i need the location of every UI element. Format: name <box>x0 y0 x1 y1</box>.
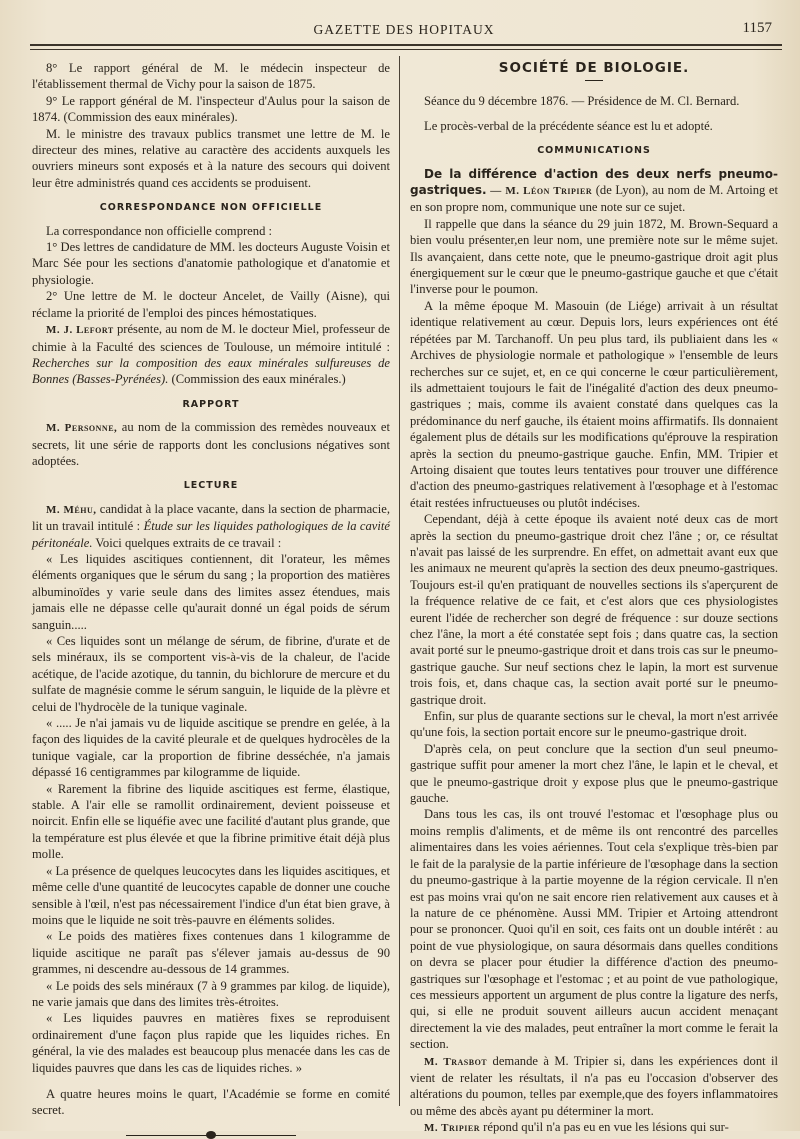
speaker-name: M. Tripier <box>424 1122 481 1135</box>
communication-title: De la différence d'action des deux nerfs pneumo-gastriques. <box>410 166 778 198</box>
text-run: répond qu'il n'a pas eu en vue les lésions qui sur- <box>480 1120 729 1135</box>
paragraph: M. le ministre des travaux publics transmet une lettre de M. le directeur des mines, relative au caractère des accidents auxquels les ouvriers mineurs sont exposés et à la nature des secours qui doivent leur être administrés quand ces accidents se produisent. <box>32 126 390 190</box>
right-column <box>410 60 778 1137</box>
section-heading-lecture: LECTURE <box>183 480 239 492</box>
page-number: 1157 <box>742 20 772 36</box>
paragraph <box>32 419 390 469</box>
work-title: Étude sur les liquides pathologiques de la cavité péritonéale. <box>32 519 390 550</box>
text-run: présente, au nom de M. le docteur Miel, professeur de chimie à la Faculté des sciences de Toulouse, un mémoire intitulé : <box>32 322 390 354</box>
paragraph: A quatre heures moins le quart, l'Académie se forme en comité secret. <box>32 1086 390 1118</box>
quote-paragraph: « Les liquides ascitiques contiennent, dit l'orateur, les mêmes éléments organiques que le sérum du sang ; la proportion des matières albuminoïdes y varie seule dans des limites assez étendues, mais jamais elle ne dépasse celle qu'aurait donné un égal poids de sérum sanguin..... <box>32 551 390 632</box>
section-heading-rapport: RAPPORT <box>182 398 240 410</box>
paragraph <box>32 501 390 551</box>
work-title: Recherches sur la composition des eaux minérales sulfureuses de Bonnes (Basses-Pyrénées). <box>32 355 390 387</box>
quote-paragraph: « La présence de quelques leucocytes dans les liquides ascitiques, et même celle d'une quantité de leucocytes capable de donner une couche sensible à l'œil, n'est pas nécessairement l'indice d'un état bien grave, à moins que le liquide ne soit très-pauvre en éléments solides. <box>32 863 390 927</box>
text-run: demande à M. Tripier si, dans les expériences dont il vient de relater les résultats, il n'a pas eu l'occasion d'observer des altérations du poumon, telles par exemple,que des foyers inflammatoires ou même des abcès ayant pu déterminer la mort. <box>410 1053 778 1118</box>
quote-paragraph: « Ces liquides sont un mélange de sérum, de fibrine, d'urate et de sels minéraux, ils se comportent vis-à-vis de la chaleur, de l'acide acétique, de l'acide azotique, du tannin, du bichlorure de mercure et du sulfate de magnésie comme le sérum sanguin, le liquide de la plèvre et celui de l'hydrocèle de la tunique vaginale. <box>32 634 390 714</box>
paragraph <box>410 1119 778 1136</box>
paragraph: A la même époque M. Masouin (de Liége) arrivait à un résultat identique relativement au cœur. Depuis lors, leurs expériences ont été répétées par M. Tarchanoff. Un peu plus tard, ils publiaient dans les « Archives de physiologie normale et pathologique » l'ensemble de leurs recherches sur ce sujet, et, en ce qui concerne le cœur particulièrement, ils admettaient toujours le fait de l'inégalité d'action des deux pneumo-gastriques ; mais, comme ils avaient constaté dans quelques cas la prédominance du nerf gauche, ils étaient moins affirmatifs. Ils donnaient également plus de détails sur les modifications qu'éprouve la respiration après la section du pneumo-gastrique gauche. Enfin, MM. Tripier et Artoing disaient que toutes leurs tentatives pour trouver une différence d'action des pneumo-gastriques relativement à l'œsophage et à l'estomac était restées infructueuses ou plutôt indécises. <box>410 298 778 510</box>
paragraph: Cependant, déjà à cette époque ils avaient noté deux cas de mort après la section du pneumo-gastrique droit chez l'âne ; or, ce résultat n'avait pas laissé de les surprendre. En effet, on admettait avant eux que les animaux ne meurent qu'après la section des deux pneumo-gastriques. Toujours est-il qu'en pratiquant de nouvelles sections ils s'aperçurent de la fréquence relative de ce fait, et c'est alors que ces physiologistes eurent l'idée de rechercher son degré de fréquence : sur douze sections chez l'âne, la mort a été constatée sept fois ; dans quatre cas, la section avait porté sur le pneumo-gastrique droit et dans trois cas sur le pneumo-gastrique gauche. Sur neuf sections chez le lapin, la mort est survenue trois fois, et, dans chaque cas, la section avait porté sur le pneumo-gastrique droit. <box>410 512 778 707</box>
paragraph: La correspondance non officielle comprend : <box>46 223 273 238</box>
header-rule-thin <box>30 49 782 50</box>
quote-paragraph: « Le poids des sels minéraux (7 à 9 grammes par kilog. de liquide), ne varie jamais que dans des limites très-étroites. <box>32 978 390 1009</box>
paragraph <box>32 321 390 388</box>
society-heading: SOCIÉTÉ DE BIOLOGIE. <box>498 60 690 76</box>
column-separator <box>399 56 400 1106</box>
speaker-name: M. Méhu, <box>46 503 97 516</box>
paragraph: Enfin, sur plus de quarante sections sur le cheval, la mort n'est arrivée qu'une fois, la section portait encore sur le pneumo-gastrique droit. <box>410 709 778 740</box>
paragraph: 1° Des lettres de candidature de MM. les docteurs Auguste Voisin et Marc Sée pour les sections d'anatomie pathologique et d'anatomie et physiologie. <box>32 240 390 287</box>
paragraph: Dans tous les cas, ils ont trouvé l'estomac et l'œsophage plus ou moins remplis d'aliments, et de même ils ont rencontré des parcelles alimentaires dans les voies aériennes. Tout cela s'explique très-bien par le fait de la paralysie de la partie inférieure de l'œsophage dans la section du pneumo-gastrique à la partie moyenne de la région cervicale. Il n'en est pas moins vrai qu'on ne sait encore rien relativement aux causes et à la nature de ce phénomène. Aussi MM. Tripier et Artoing attendront pour se prononcer. Quoi qu'il en soit, ces faits ont un double intérêt : au point de vue physiologique, on saura désormais dans quelles conditions on devra se placer pour étudier la différence d'action des pneumo-gastriques sur l'œsophage et l'estomac ; et au point de vue pathologique, ces messieurs apportent un argument de plus contre la ligature des nerfs, qui, si elle ne produit souvent ailleurs aucun accident menaçant directement la vie des malades, peut entraîner la mort comme le ferait la section. <box>410 807 778 1052</box>
paragraph: D'après cela, on peut conclure que la section d'un seul pneumo-gastrique suffit pour amener la mort chez l'âne, le lapin et le cheval, et que le pneumo-gastrique droit y expose plus que le pneumo-gastrique gauche. <box>410 741 778 806</box>
header-rule <box>30 44 782 46</box>
text-run: (de Lyon), au nom de M. Artoing et en son propre nom, communique une note sur ce sujet. <box>410 183 778 215</box>
quote-paragraph: « Rarement la fibrine des liquide ascitiques est ferme, élastique, stable. A l'air elle se ramollit ordinairement, devient poisseuse et noircit. Enfin elle se liquéfie avec une facilité d'autant plus grande, que la température est plus élevée et que la fibrine primitive était déjà plus molle. <box>32 781 390 862</box>
section-heading-communications: COMMUNICATIONS <box>537 145 651 157</box>
paragraph: 9° Le rapport général de M. l'inspecteur d'Aulus pour la saison de 1874. (Commission des eaux minérales). <box>32 93 390 125</box>
paragraph: Il rappelle que dans la séance du 29 juin 1872, M. Brown-Sequard a bien voulu présenter,en leur nom, une première note sur le même sujet. Ils avançaient, dans cette note, que le pneumo-gastrique droit agit plus énergiquement sur le cœur que le pneumo-gastrique gauche et que c'était l'inverse pour le poumon. <box>410 216 778 297</box>
text-run: candidat à la place vacante, dans la section de pharmacie, lit un travail intitulé : <box>32 501 390 534</box>
paragraph <box>410 166 778 216</box>
text-run: (Commission des eaux minérales.) <box>168 372 346 387</box>
text-run: au nom de la commission des remèdes nouveaux et secrets, lit une série de rapports dont les conclusions négatives sont adoptées. <box>32 420 390 468</box>
paragraph: 8° Le rapport général de M. le médecin inspecteur de l'établissement thermal de Vichy pour la saison de 1875. <box>32 61 390 92</box>
speaker-name: M. J. Lefort <box>46 324 114 337</box>
left-column <box>32 60 390 1139</box>
paragraph: Le procès-verbal de la précédente séance est lu et adopté. <box>424 118 713 133</box>
page-header <box>28 18 780 42</box>
journal-title: GAZETTE DES HOPITAUX <box>313 22 495 37</box>
quote-paragraph: « ..... Je n'ai jamais vu de liquide ascitique se prendre en gelée, à la façon des liquides de la cavité pleurale et de quelques hydrocèles de la tunique vagiale, car la proportion de fibrine desséchée, n'a jamais dépassé 16 centigrammes par kilogramme de liquide. <box>32 716 390 780</box>
quote-paragraph: « Le poids des matières fixes contenues dans 1 kilogramme de liquide ascitique ne paraît pas s'élever jamais au-dessus de 90 grammes, ni descendre au-dessous de 14 grammes. <box>32 929 390 977</box>
speaker-name: M. Trasbot <box>424 1055 488 1068</box>
section-heading-correspondance: CORRESPONDANCE NON OFFICIELLE <box>99 202 323 214</box>
session-line: Séance du 9 décembre 1876. — Présidence de M. Cl. Bernard. <box>424 94 740 109</box>
speaker-name: M. Personne, <box>46 422 118 435</box>
title-dash <box>585 80 603 81</box>
quote-paragraph: « Les liquides pauvres en matières fixes se reproduisent ordinairement d'une façon plus rapide que les liquides riches. En général, la vie des malades est beaucoup plus menacée dans les cas de liquides pauvres que dans les cas de liquides riches. » <box>32 1011 390 1075</box>
end-ornament-rule <box>126 1131 296 1139</box>
speaker-name: — M. Léon Tripier <box>486 185 593 198</box>
text-run: Voici quelques extraits de ce travail : <box>92 535 282 550</box>
paragraph <box>410 1053 778 1120</box>
paragraph: 2° Une lettre de M. le docteur Ancelet, de Vailly (Aisne), qui réclame la priorité de l'emploi des pinces hémostatiques. <box>32 289 390 320</box>
